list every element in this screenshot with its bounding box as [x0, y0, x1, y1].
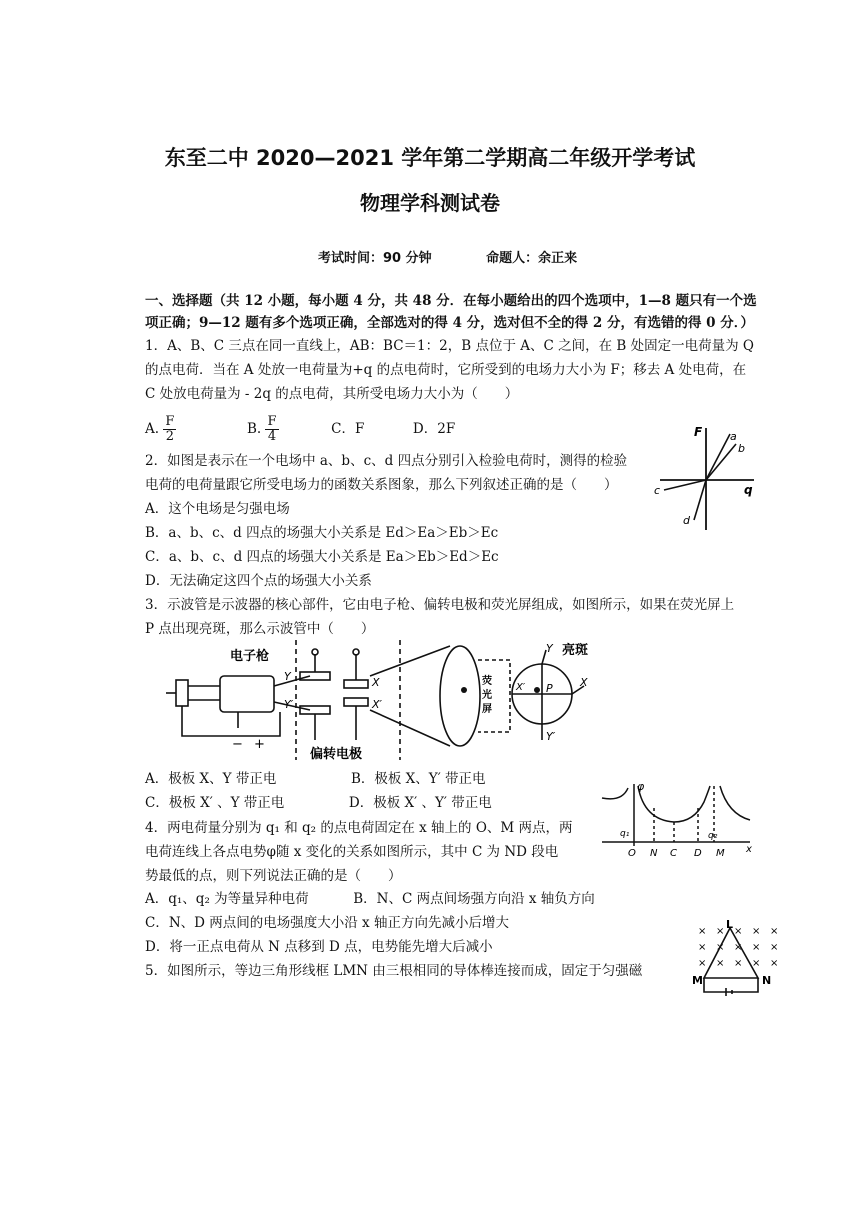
q5-field-crosses — [698, 926, 778, 969]
q4-line1: 4．两电荷量分别为 q₁ 和 q₂ 的点电荷固定在 x 轴上的 O、M 两点，两 — [145, 820, 573, 836]
q2-option-d: D．无法确定这四个点的场强大小关系 — [145, 573, 372, 589]
q4-line2: 电荷连线上各点电势φ随 x 变化的关系如图所示，其中 C 为 ND 段电 — [145, 844, 559, 860]
q5-line1: 5．如图所示，等边三角形线框 LMN 由三根相同的导体棒连接而成，固定于匀强磁 — [145, 963, 643, 979]
q4-label-phi: φ — [637, 780, 645, 793]
q2-line1: 2．如图是表示在一个电场中 a、b、c、d 四点分别引入检验电荷时，测得的检验 — [145, 453, 628, 469]
q1-option-a-numerator: F — [165, 414, 175, 429]
q1-line3: C 处放电荷量为 - 2q 的点电荷，其所受电场力大小为（ ） — [145, 386, 519, 402]
q3-label-minus: − — [232, 737, 243, 752]
q2-line-d — [694, 480, 706, 520]
q1-option-a-denominator: 2 — [165, 429, 174, 444]
q3-screen-label-Y: Y — [546, 642, 553, 655]
q1-line2: 的点电荷．当在 A 处放一电荷量为+q 的点电荷时，它所受到的电场力大小为 F；移去 A 处电荷，在 — [145, 362, 747, 378]
q3-options-row1 — [145, 769, 486, 789]
q2-line-b — [706, 444, 736, 480]
q3-label-Xp: X′ — [372, 698, 383, 711]
q5-field-cross: × — [716, 926, 725, 937]
q2-label-q: q — [744, 483, 753, 497]
q5-field-cross: × — [698, 958, 707, 969]
q3-label-deflect: 偏转电极 — [310, 747, 363, 762]
q5-label-M: M — [692, 974, 703, 987]
q3-line1: 3．示波管是示波器的核心部件，它由电子枪、偏转电极和荧光屏组成，如图所示，如果在荧光屏上 — [145, 597, 735, 613]
q2-label-F: F — [694, 425, 703, 439]
q4-option-b: B．N、C 两点间场强方向沿 x 轴负方向 — [353, 891, 595, 907]
q1-option-b-denominator: 4 — [267, 429, 277, 444]
q2-line-c — [664, 480, 706, 490]
q3-label-screen2: 光 — [482, 690, 492, 701]
q4-label-N: N — [650, 848, 658, 859]
q3-option-d: D．极板 X′ 、Y′ 带正电 — [348, 795, 492, 811]
q2-label-a: a — [730, 430, 737, 443]
exam-meta — [318, 247, 577, 266]
q4-label-M: M — [716, 848, 725, 859]
q2-option-a: A．这个电场是匀强电场 — [145, 501, 290, 517]
q1-line1: 1．A、B、C 三点在同一直线上，AB：BC＝1：2，B 点位于 A、C 之间，在 B 处固定一电荷量为 Q — [145, 338, 754, 354]
q3-label-P: P — [546, 682, 553, 695]
q4-options-row1 — [145, 889, 595, 909]
q4-line3: 势最低的点，则下列说法正确的是（ ） — [145, 868, 402, 884]
q3-option-c: C．极板 X′ 、Y 带正电 — [145, 795, 285, 811]
q2-fq-graph — [650, 420, 760, 535]
q3-label-X: X — [372, 676, 380, 689]
q5-field-cross: × — [752, 958, 761, 969]
q3-plate-Xp — [344, 698, 368, 706]
q3-option-b: B．极板 X、Y′ 带正电 — [350, 771, 486, 787]
q5-label-L: L — [726, 918, 734, 931]
q4-label-C: C — [670, 848, 677, 859]
q3-screen-label-X: X — [580, 676, 588, 689]
q5-triangle-LMN — [704, 926, 761, 978]
q4-label-q2: q₂ — [708, 831, 718, 841]
q5-field-cross: × — [698, 926, 707, 937]
q3-tube-screen-edge — [440, 646, 480, 746]
q5-label-N: N — [762, 974, 772, 987]
q2-label-b: b — [738, 442, 745, 455]
q1-option-b-numerator: F — [267, 414, 277, 429]
q4-option-a: A．q₁、q₂ 为等量异种电荷 — [145, 891, 309, 907]
q1-option-c: C．F — [331, 421, 365, 437]
q5-field-cross: × — [770, 926, 779, 937]
q3-screen-label-Xp: X′ — [516, 682, 526, 693]
q5-field-cross: × — [698, 942, 707, 953]
q4-label-D: D — [694, 848, 702, 859]
q3-label-spot: 亮斑 — [562, 643, 589, 658]
exam-time: 考试时间：90 分钟 — [318, 251, 432, 266]
q3-screen-label-Yp: Y′ — [546, 730, 556, 743]
q3-label-Y: Y — [284, 670, 291, 683]
q5-field-cross: × — [734, 942, 743, 953]
q1-option-b: B. $\frac{F}{4}$ — [246, 414, 277, 444]
q3-options-row2 — [145, 793, 492, 813]
exam-subtitle: 物理学科测试卷 — [360, 191, 500, 215]
q5-field-cross: × — [734, 958, 743, 969]
q2-label-c: c — [654, 484, 661, 497]
q5-field-cross: × — [770, 958, 779, 969]
section-instructions-line2: 项正确；9—12 题有多个选项正确，全部选对的得 4 分，选对但不全的得 2 分，有选错的得 0 分．） — [145, 315, 755, 331]
q3-plate-Y — [300, 672, 330, 680]
q3-label-plus: + — [254, 737, 265, 752]
q4-curve-right — [720, 786, 750, 820]
q3-beam-spot — [461, 687, 467, 693]
q2-line-a — [706, 434, 730, 480]
q4-option-c: C．N、D 两点间的电场强度大小沿 x 轴正方向先减小后增大 — [145, 915, 509, 931]
q4-curve-middle — [638, 786, 710, 822]
q4-label-O: O — [628, 848, 636, 859]
q3-label-screen1: 荧 — [482, 676, 492, 687]
q3-plate-Yp — [300, 706, 330, 714]
q1-option-d: D．2F — [412, 421, 456, 437]
q4-label-x: x — [746, 844, 752, 855]
q3-spot-P — [534, 687, 540, 693]
q5-triangle-diagram — [690, 918, 790, 1004]
section-instructions-line1: 一、选择题（共 12 小题，每小题 4 分，共 48 分．在每小题给出的四个选项中，1—8 题只有一个选 — [145, 293, 757, 309]
exam-author: 命题人：余正来 — [486, 251, 578, 266]
q3-plate-X — [344, 680, 368, 688]
q3-line2: P 点出现亮斑，那么示波管中（ ） — [145, 621, 375, 637]
q3-label-gun: 电子枪 — [230, 649, 270, 664]
q5-field-cross: × — [770, 942, 779, 953]
q1-options — [145, 412, 455, 446]
q2-line2: 电荷的电荷量跟它所受电场力的函数关系图象，那么下列叙述正确的是（ ） — [145, 477, 618, 493]
q5-field-cross: × — [752, 942, 761, 953]
q1-option-a: A. $\frac{F}{2}$ — [145, 414, 175, 444]
q5-field-cross: × — [716, 942, 725, 953]
q4-option-d: D．将一正点电荷从 N 点移到 D 点，电势能先增大后减小 — [145, 939, 493, 955]
q4-curve-left — [602, 788, 628, 799]
q3-gun-cathode — [176, 680, 188, 706]
q3-option-a: A．极板 X、Y 带正电 — [145, 771, 277, 787]
q5-field-cross: × — [716, 958, 725, 969]
q4-potential-graph — [598, 780, 758, 860]
q2-option-b: B．a、b、c、d 四点的场强大小关系是 Ed＞Ea＞Eb＞Ec — [145, 525, 499, 541]
q2-option-c: C．a、b、c、d 四点的场强大小关系是 Ea＞Eb＞Ed＞Ec — [145, 549, 499, 565]
q3-oscilloscope-diagram — [160, 640, 620, 765]
q5-field-cross: × — [752, 926, 761, 937]
q3-gun-body — [220, 676, 274, 712]
exam-title: 东至二中 2020—2021 学年第二学期高二年级开学考试 — [164, 146, 696, 170]
q3-label-Yp: Y′ — [284, 698, 294, 711]
q5-field-cross: × — [734, 926, 743, 937]
q4-label-q1: q₁ — [620, 829, 630, 839]
q3-label-screen3: 屏 — [482, 704, 492, 715]
q2-label-d: d — [683, 514, 690, 527]
